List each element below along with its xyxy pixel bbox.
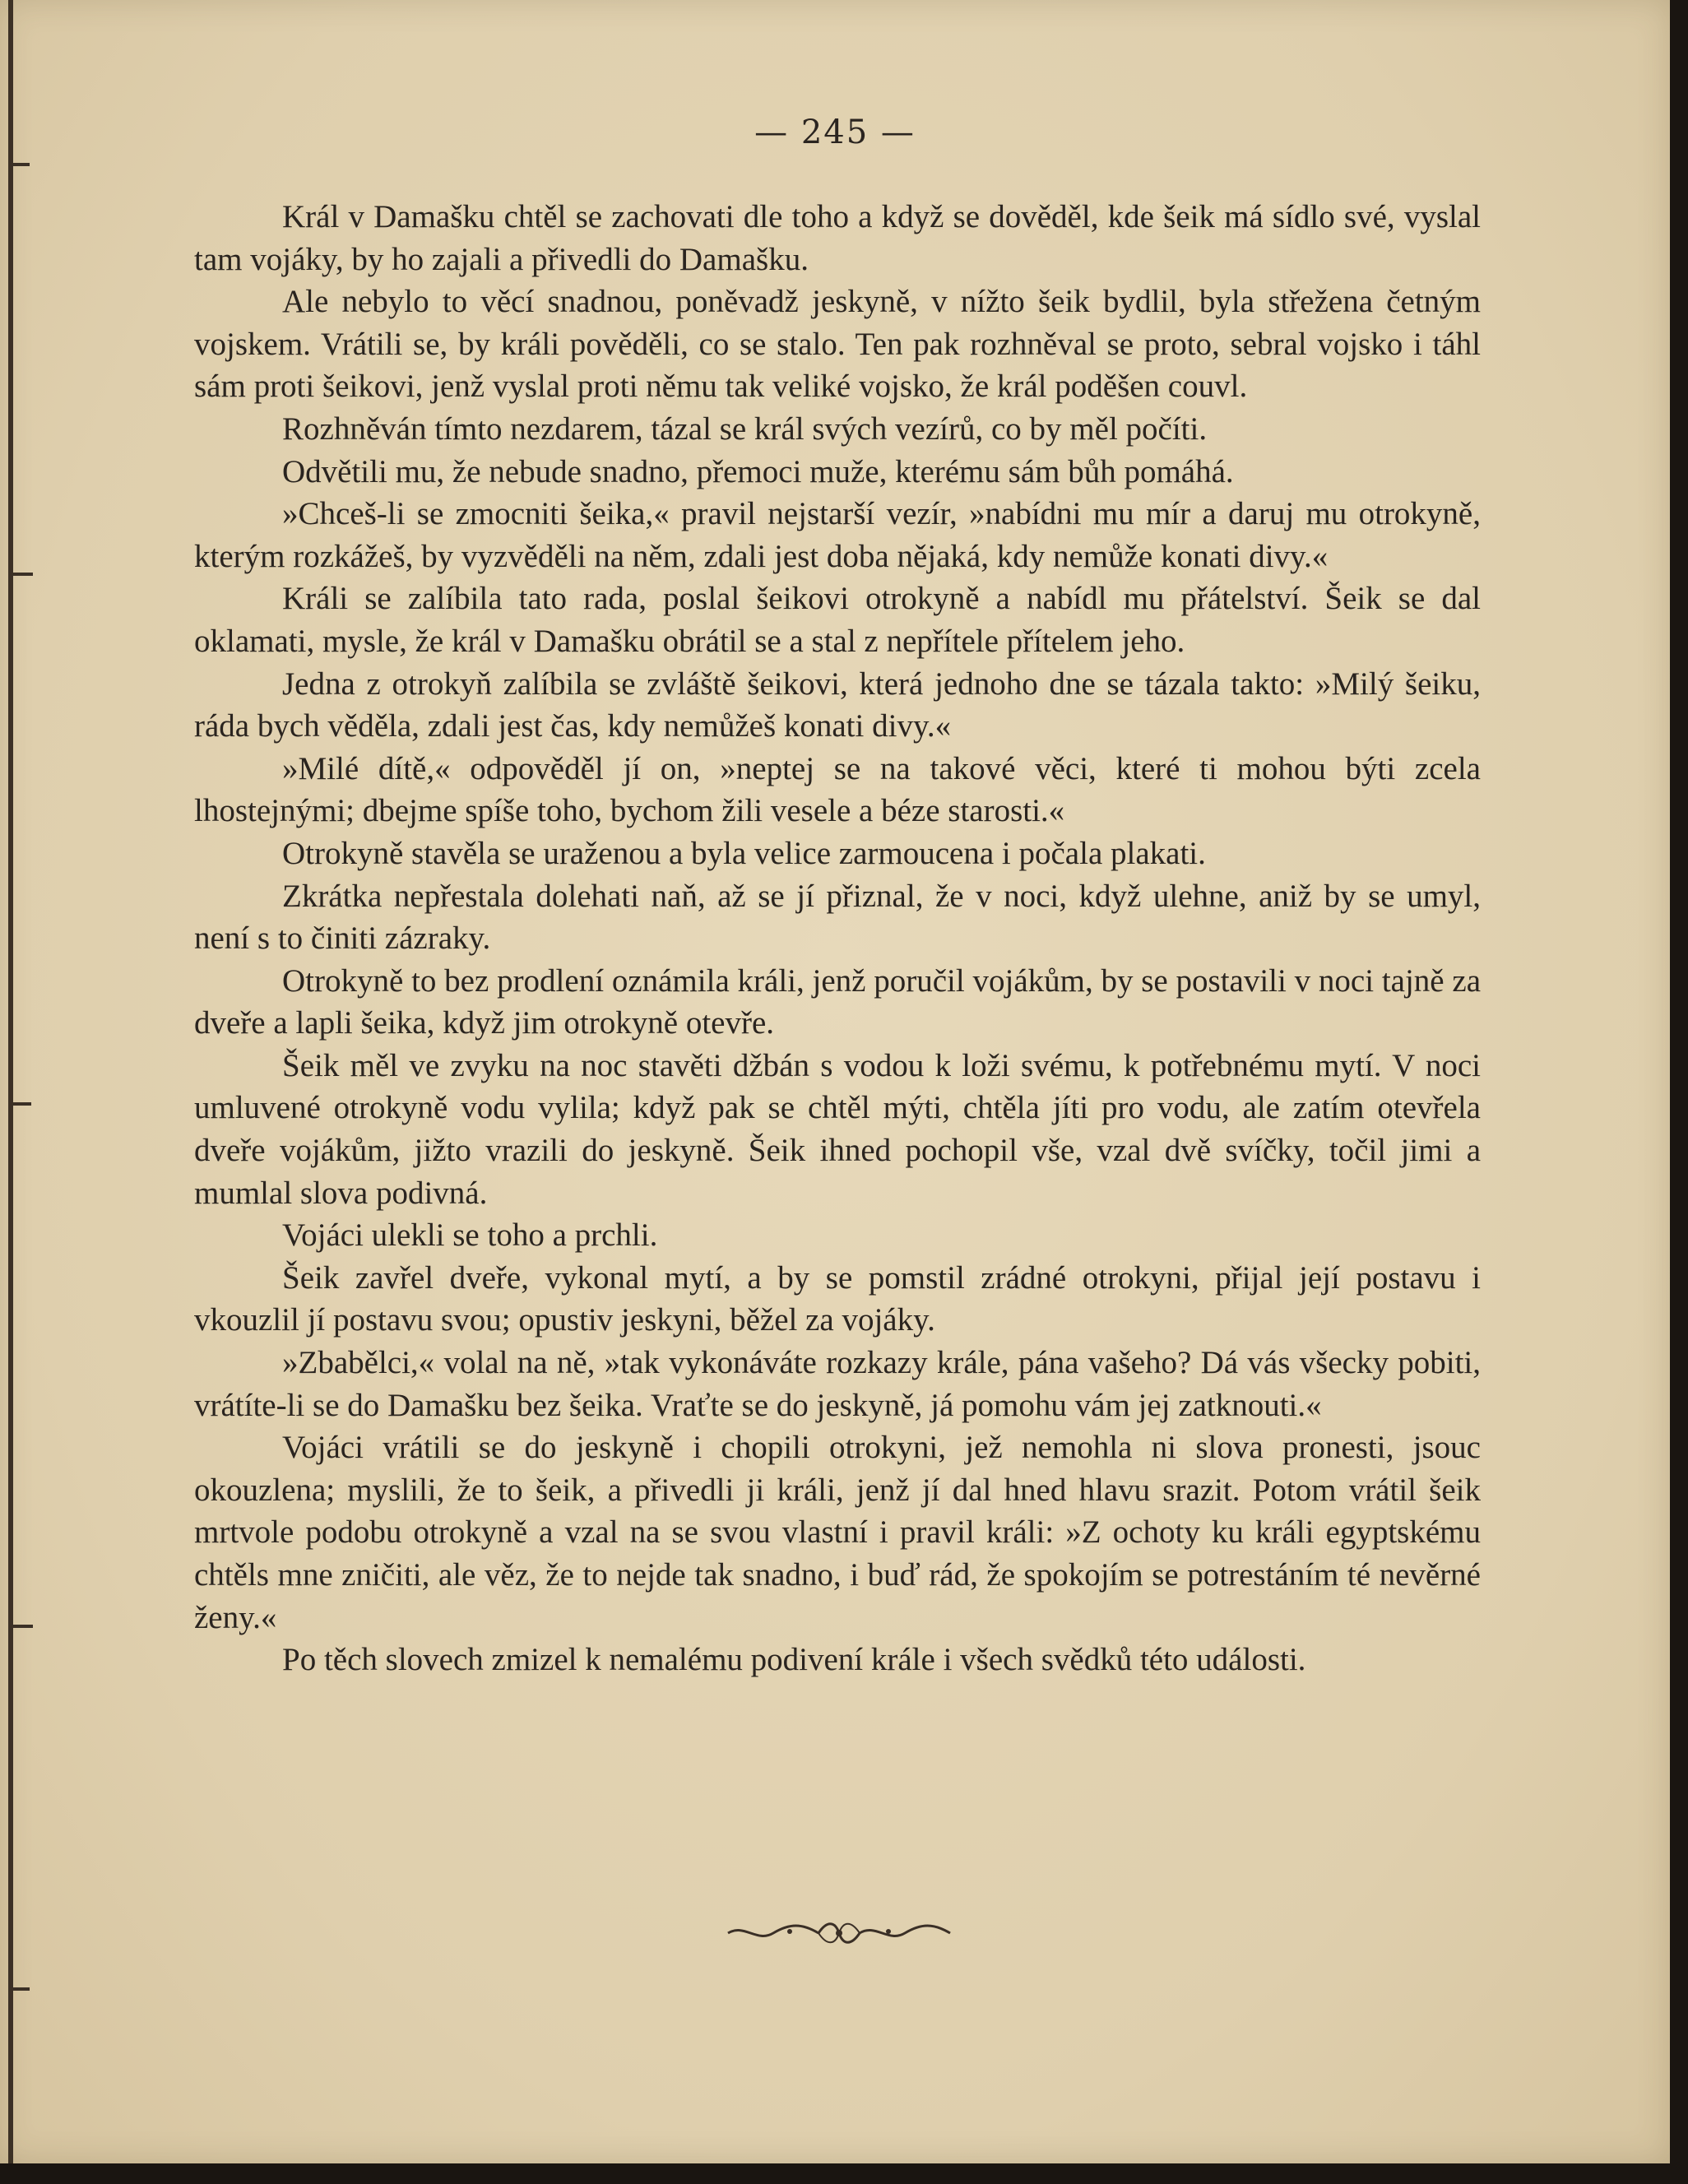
paragraph: Král v Damašku chtěl se zachovati dle toho a když se dověděl, kde šeik má sídlo své, vyslal tam vojáky, by ho zajali a přivedli do Damašku. <box>194 199 1481 277</box>
binding-edge <box>8 0 13 2163</box>
paragraph: Rozhněván tímto nezdarem, tázal se král svých vezírů, co by měl počíti. <box>282 410 1208 447</box>
paragraph: »Milé dítě,« odpověděl jí on, »neptej se na takové věci, které ti mohou býti zcela lhostejnými; dbejme spíše toho, bychom žili vesele a béze starosti.« <box>194 750 1481 829</box>
ornament-flourish-icon <box>724 1917 954 1950</box>
paragraph: Vojáci ulekli se toho a prchli. <box>282 1217 658 1254</box>
binding-mark <box>8 1625 33 1628</box>
binding-mark <box>8 1102 31 1106</box>
paragraph: Králi se zalíbila tato rada, poslal šeikovi otrokyně a nabídl mu přátelství. Šeik se dal oklamati, mysle, že král v Damašku obrátil se a stal z nepřítele přítelem jeho. <box>194 581 1481 659</box>
page-number: — 245 — <box>754 114 916 151</box>
paragraph: »Chceš-li se zmocniti šeika,« pravil nejstarší vezír, »nabídni mu mír a daruj mu otrokyně, kterým rozkážeš, by vyzvěděli na něm, zdali jest doba nějaká, kdy nemůže konati divy.« <box>194 496 1481 574</box>
paragraph: Ale nebylo to věcí snadnou, poněvadž jeskyně, v nížto šeik bydlil, byla střežena četným vojskem. Vrátili se, by králi pověděli, co se stalo. Ten pak rozhněval se proto, sebral vojsko i táhl sám proti šeikovi, jenž vyslal proti němu tak veliké vojsko, že král poděšen couvl. <box>194 284 1481 405</box>
paragraph: Šeik zavřel dveře, vykonal mytí, a by se pomstil zrádné otrokyni, přijal její postavu i vkouzlil jí postavu svou; opustiv jeskyni, běžel za vojáky. <box>194 1259 1481 1338</box>
paragraph: Po těch slovech zmizel k nemalému podivení krále i všech svědků této události. <box>282 1642 1306 1678</box>
binding-mark <box>8 163 30 166</box>
binding-mark <box>8 1987 30 1991</box>
paragraph: Jedna z otrokyň zalíbila se zvláště šeikovi, která jednoho dne se tázala takto: »Milý šeiku, ráda bych věděla, zdali jest čas, kdy nemůžeš konati divy.« <box>194 665 1481 744</box>
binding-mark <box>8 573 33 576</box>
paragraph: Šeik měl ve zvyku na noc stavěti džbán s vodou k loži svému, k potřebnému mytí. V noci umluvené otrokyně vodu vylila; když pak se chtěl mýti, chtěla jíti pro vodu, ale zatím otevřela dveře vojákům, jižto vrazili do jeskyně. Šeik ihned pochopil vše, vzal dvě svíčky, točil jimi a mumlal slova podivná. <box>194 1047 1481 1211</box>
paragraph: Otrokyně stavěla se uraženou a byla velice zarmoucena i počala plakati. <box>282 835 1206 871</box>
paragraph: Zkrátka nepřestala dolehati naň, až se jí přiznal, že v noci, když ulehne, aniž by se umyl, není s to činiti zázraky. <box>194 878 1481 957</box>
paragraph: Odvětili mu, že nebude snadno, přemoci muže, kterému sám bůh pomáhá. <box>282 453 1234 489</box>
body-text <box>194 196 1481 1681</box>
paragraph: »Zbabělci,« volal na ně, »tak vykonáváte rozkazy krále, pána vašeho? Dá vás všecky pobiti, vrátíte-li se do Damašku bez šeika. Vraťte se do jeskyně, já pomohu vám jej zatknouti.« <box>194 1345 1481 1423</box>
paragraph: Vojáci vrátili se do jeskyně i chopili otrokyni, jež nemohla ni slova pronesti, jsouc okouzlena; myslili, že to šeik, a přivedli ji králi, jenž jí dal hned hlavu srazit. Potom vrátil šeik mrtvole podobu otrokyně a vzal na se svou vlastní i pravil králi: »Z ochoty ku králi egyptskému chtěls mne zničiti, ale věz, že to nejde tak snadno, i buď rád, že spokojím se potrestáním té nevěrné ženy.« <box>194 1430 1481 1635</box>
paragraph: Otrokyně to bez prodlení oznámila králi, jenž poručil vojákům, by se postavili v noci tajně za dveře a lapli šeika, když jim otrokyně otevře. <box>194 962 1481 1041</box>
